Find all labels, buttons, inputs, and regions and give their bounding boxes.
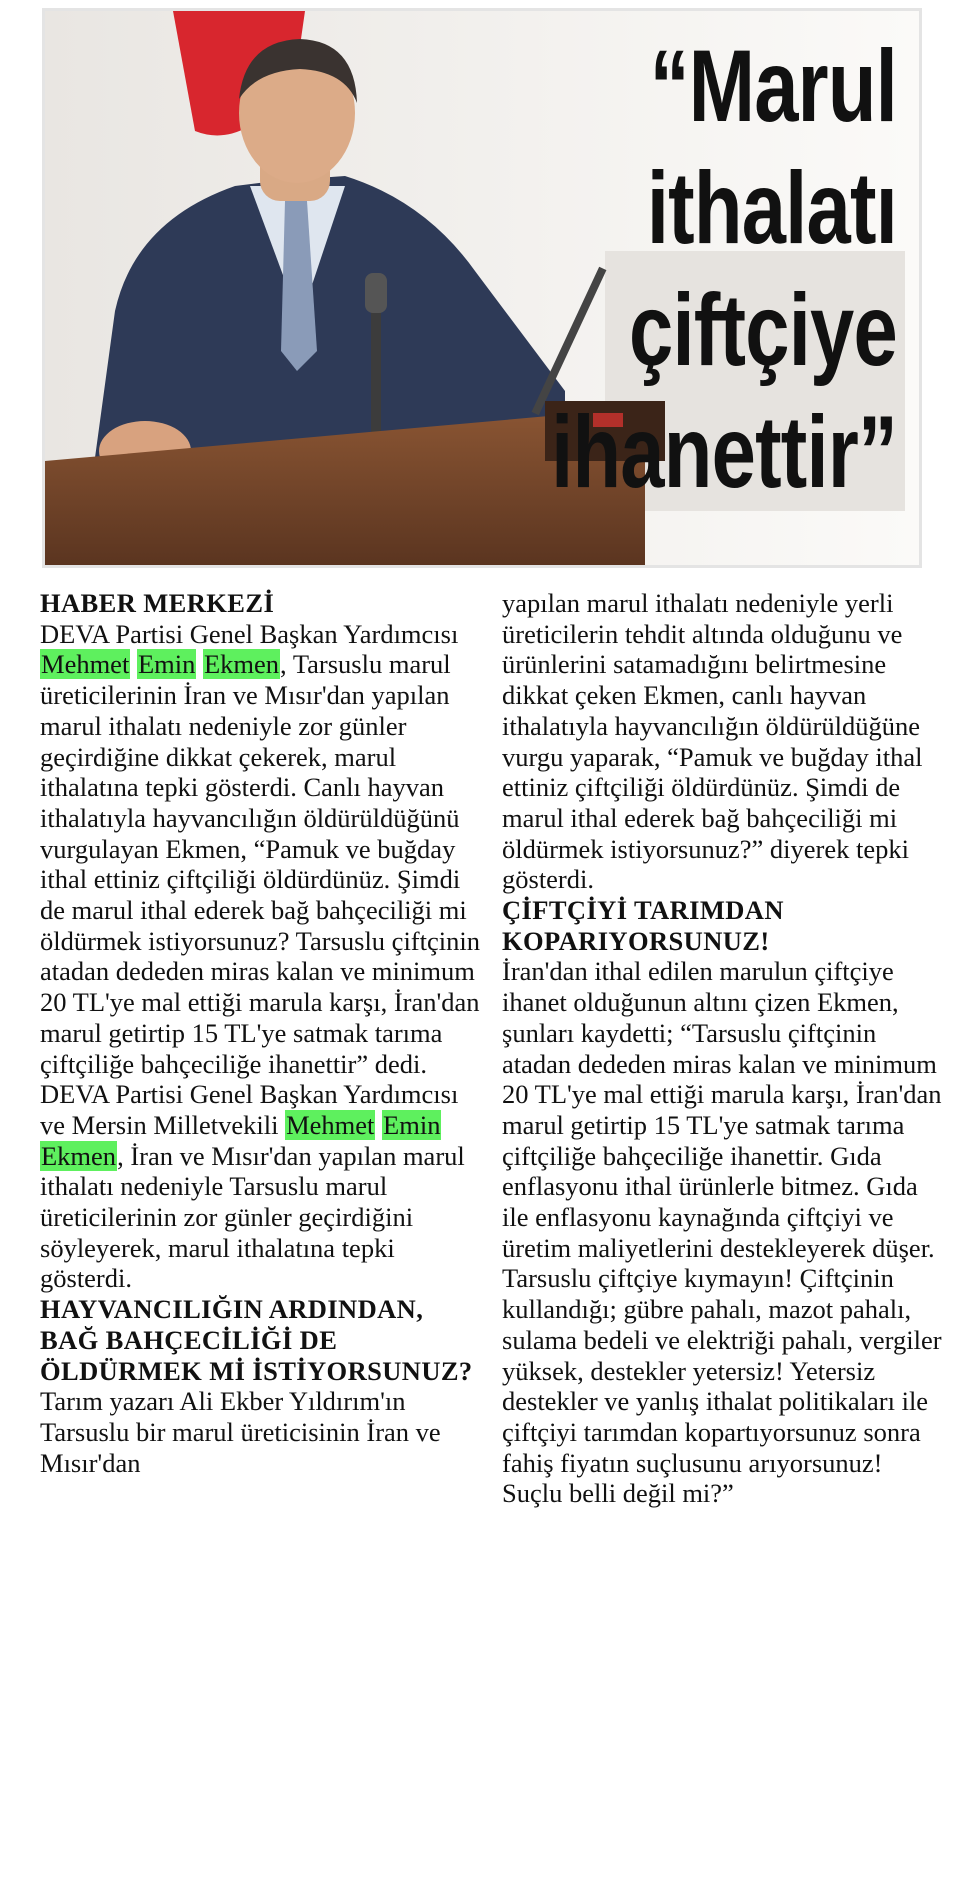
highlighted-name: Ekmen [203,649,280,680]
highlighted-name: Emin [137,649,196,680]
paragraph: İran'dan ithal edilen marulun çiftçiye ihanet olduğunun altını çizen Ekmen, şunları kaydetti; “Tarsuslu çiftçinin atadan dededen miras kalan ve minimum 20 TL'ye mal ettiği marula karşı, İran'dan marul getirtip 15 TL'ye satmak tarıma çiftçiliğe bahçeciliğe ihanettir. Gıda enflasyonu ithal ürünlerle bitmez. Gıda ile enflasyonu kaynağında çiftçiyi ve üretim maliyetlerini destekleyerek düşer. Tarsuslu çiftçiye kıymayın! Çiftçinin kullandığı; gübre pahalı, mazot pahalı, sulama bedeli ve elektriği pahalı, vergiler yüksek, destekler yetersiz! Yetersiz destekler ve yanlış ithalat politikaları ile çiftçiyi tarımdan kopartıyorsunuz sonra fahiş fiyatın suçlusunu arıyorsunuz! Suçlu belli değil mi?” [502,956,942,1509]
paragraph: Tarım yazarı Ali Ekber Yıldırım'ın Tarsuslu bir marul üreticisinin İran ve Mısır'dan [40,1386,441,1478]
highlighted-name: Mehmet [41,649,130,680]
headline-line: “Marul [649,29,897,143]
headline-line: ithalatı [646,151,897,265]
paragraph: yapılan marul ithalatı nedeniyle yerli üreticilerin tehdit altında olduğunu ve ürünlerini satamadığını belirtmesine dikkat çeken Ekmen, canlı hayvan ithalatıyla hayvancılığın öldürüldüğüne vurgu yaparak, “Pamuk ve buğday ithal ettiniz çiftçiliği öldürdünüz. Şimdi de marul ithal ederek bağ bahçeciliği mi öldürmek istiyorsunuz?” diyerek tepki gösterdi. [502,588,923,895]
paragraph: DEVA Partisi Genel Başkan Yardımcısı Mehmet Emin Ekmen, Tarsuslu marul üreticilerinin İran ve Mısır'dan yapılan marul ithalatı nedeniyle zor günler geçirdiğine dikkat çekerek, marul ithalatına tepki gösterdi. Canlı hayvan ithalatıyla hayvancılığın öldürüldüğünü vurgulayan Ekmen, “Pamuk ve buğday ithal ettiniz çiftçiliği öldürdünüz. Şimdi de marul ithal ederek bağ bahçeciliği mi öldürmek istiyorsunuz? Tarsuslu çiftçinin atadan dededen miras kalan ve minimum 20 TL'ye mal ettiği marula karşı, İran'dan marul getirtip 15 TL'ye satmak tarıma çiftçiliğe bahçeciliğe ihanettir” dedi. [40,618,480,1079]
article-photo [42,8,922,568]
subheading: ÇİFTÇİYİ TARIMDAN KOPARIYORSUNUZ! [502,895,784,956]
highlighted-name: Ekmen [41,1140,117,1171]
left-column [40,588,480,1478]
headline-line: ihanettir” [551,395,897,509]
byline: HABER MERKEZİ [40,588,275,618]
paragraph: DEVA Partisi Genel Başkan Yardımcısı ve Mersin Milletvekili Mehmet Emin Ekmen, İran ve Mısır'dan yapılan marul ithalatı nedeniyle Tarsuslu marul üreticilerinin zor günler geçirdiğini söyleyerek, marul ithalatına tepki gösterdi. [40,1079,465,1294]
headline [507,25,897,513]
headline-line: çiftçiye [629,273,897,387]
right-column [502,588,942,1509]
highlighted-name: Emin [383,1109,441,1140]
subheading: HAYVANCILIĞIN ARDINDAN, BAĞ BAHÇECİLİĞİ DE ÖLDÜRMEK Mİ İSTİYORSUNUZ? [40,1294,473,1386]
highlighted-name: Mehmet [286,1109,375,1140]
